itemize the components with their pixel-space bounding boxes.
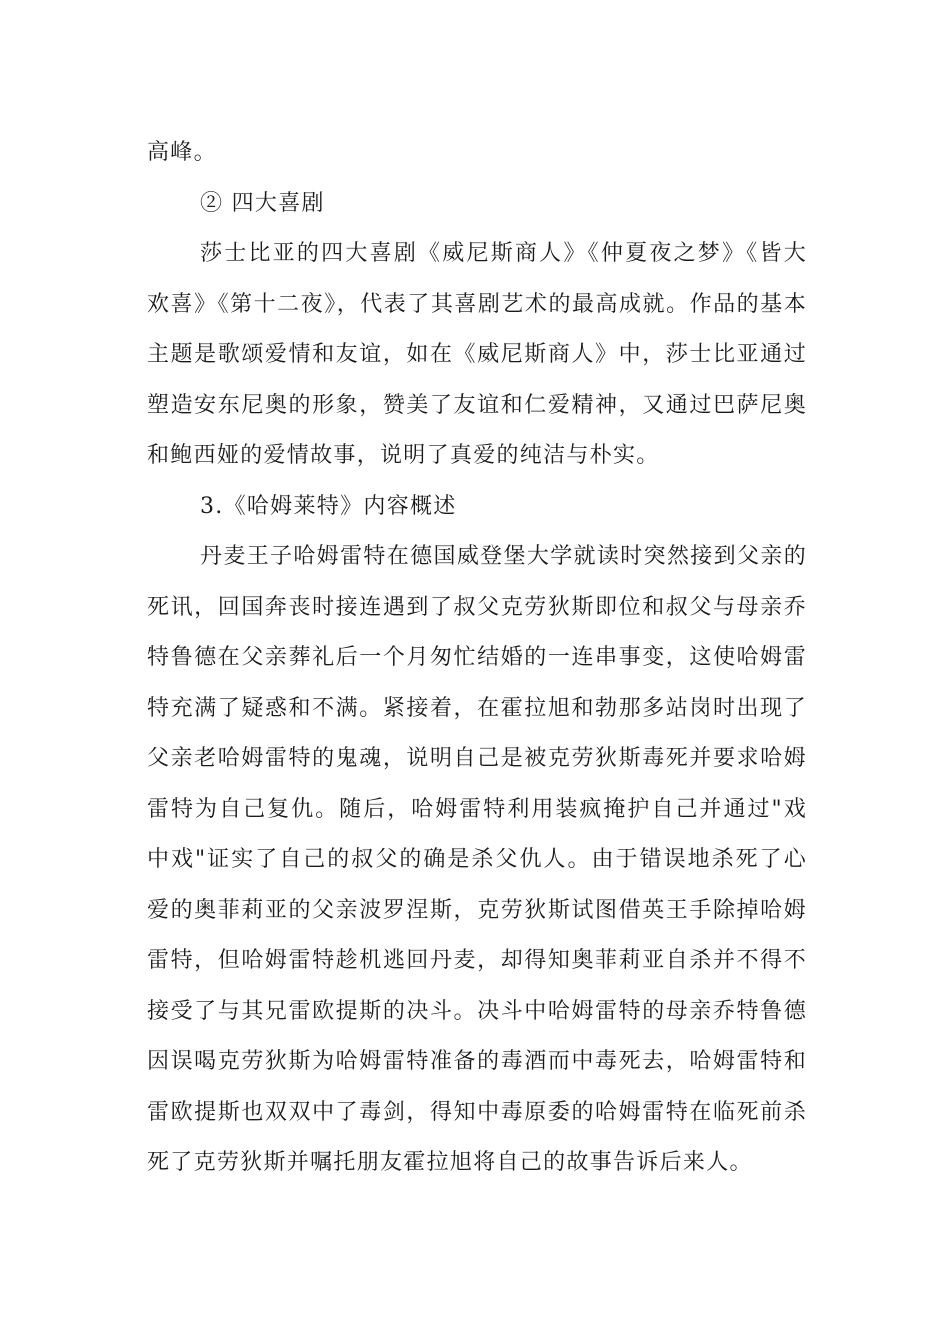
section-heading-hamlet-summary: 3.《哈姆莱特》内容概述 (200, 493, 457, 519)
document-body (147, 128, 807, 1189)
section-heading-four-comedies: ② 四大喜剧 (200, 190, 325, 216)
paragraph-continuation: 高峰。 (147, 140, 217, 165)
paragraph-hamlet-summary: 丹麦王子哈姆雷特在德国威登堡大学就读时突然接到父亲的死讯，回国奔丧时接连遇到了叔父克劳狄斯即位和叔父与母亲乔特鲁德在父亲葬礼后一个月匆忙结婚的一连串事变，这使哈姆雷特充满了疑惑和不满。紧接着，在霍拉旭和勃那多站岗时出现了父亲老哈姆雷特的鬼魂，说明自己是被克劳狄斯毒死并要求哈姆雷特为自己复仇。随后，哈姆雷特利用装疯掩护自己并通过"戏中戏"证实了自己的叔父的确是杀父仇人。由于错误地杀死了心爱的奥菲莉亚的父亲波罗涅斯，克劳狄斯试图借英王手除掉哈姆雷特，但哈姆雷特趁机逃回丹麦，却得知奥菲莉亚自杀并不得不接受了与其兄雷欧提斯的决斗。决斗中哈姆雷特的母亲乔特鲁德因误喝克劳狄斯为哈姆雷特准备的毒酒而中毒死去，哈姆雷特和雷欧提斯也双双中了毒剑，得知中毒原委的哈姆雷特在临死前杀死了克劳狄斯并嘱托朋友霍拉旭将自己的故事告诉后来人。 (147, 544, 807, 1175)
paragraph-comedies: 莎士比亚的四大喜剧《威尼斯商人》《仲夏夜之梦》《皆大欢喜》《第十二夜》，代表了其喜剧艺术的最高成就。作品的基本主题是歌颂爱情和友谊，如在《威尼斯商人》中，莎士比亚通过塑造安东尼奥的形象，赞美了友谊和仁爱精神，又通过巴萨尼奥和鲍西娅的爱情故事，说明了真爱的纯洁与朴实。 (147, 241, 807, 468)
